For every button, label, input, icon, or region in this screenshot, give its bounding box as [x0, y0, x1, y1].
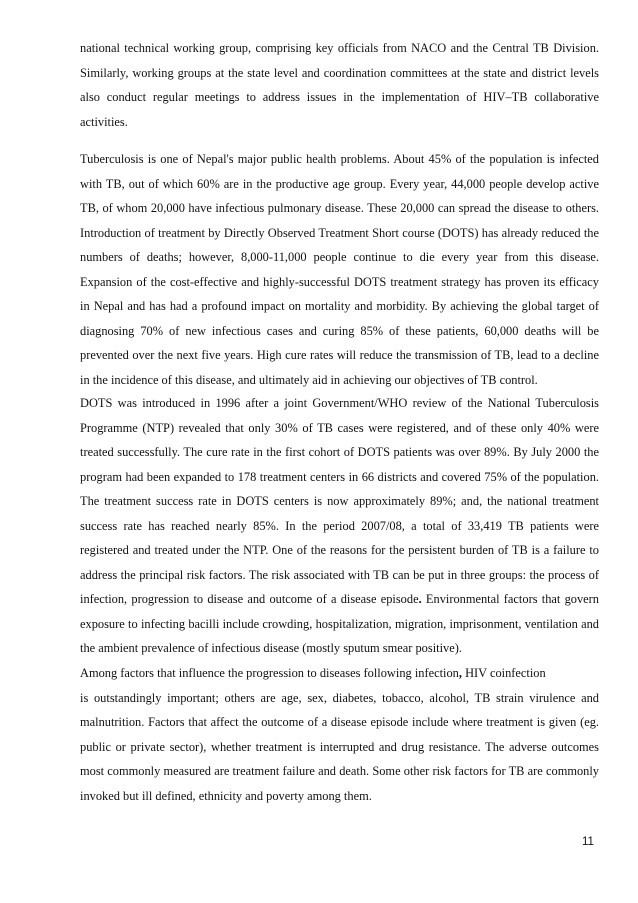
- dots-period: .: [418, 592, 422, 606]
- dots-main-text: DOTS was introduced in 1996 after a joint Government/WHO review of the National Tuberculosis Programme (NTP) revealed that only 30% of TB cases were registered, and of these only 40% were treated successfully. The cure rate in the first cohort of DOTS patients was over 89%. By July 2000 the program had been expanded to 178 treatment centers in 66 districts and covered 75% of the population. The treatment success rate in DOTS centers is now approximately 89%; and, the national treatment success rate has reached nearly 85%. In the period 2007/08, a total of 33,419 TB patients were registered and treated under the NTP. One of the reasons for the persistent burden of TB is a failure to address the principal risk factors. The risk associated with TB can be put in three groups: the process of infection, progression to disease and outcome of a disease episode: [80, 396, 599, 606]
- risk-comma: ,: [458, 666, 462, 680]
- risk-lead-text: Among factors that influence the progression to diseases following infection: [80, 666, 459, 680]
- paragraph-dots-introduction: [80, 391, 599, 661]
- paragraph-risk-factors: [80, 661, 599, 808]
- page-number: 11: [582, 836, 594, 848]
- paragraph-hiv-tb-collaboration: national technical working group, comprising key officials from NACO and the Central TB Division. Similarly, working groups at the state level and coordination committees at the state and district levels also conduct regular meetings to address issues in the implementation of HIV–TB collaborative activities.: [80, 41, 599, 129]
- paragraph-tuberculosis-in-nepal: Tuberculosis is one of Nepal's major public health problems. About 45% of the population is infected with TB, out of which 60% are in the productive age group. Every year, 44,000 people develop active TB, of whom 20,000 have infectious pulmonary disease. These 20,000 can spread the disease to others. Introduction of treatment by Directly Observed Treatment Short course (DOTS) has already reduced the numbers of deaths; however, 8,000-11,000 people continue to die every year from this disease. Expansion of the cost-effective and highly-successful DOTS treatment strategy has proven its efficacy in Nepal and has had a profound impact on mortality and morbidity. By achieving the global target of diagnosing 70% of new infectious cases and curing 85% of these patients, 60,000 deaths will be prevented over the next five years. High cure rates will reduce the transmission of TB, lead to a decline in the incidence of this disease, and ultimately aid in achieving our objectives of TB control.: [80, 152, 599, 387]
- risk-lead-tail: HIV coinfection: [461, 666, 546, 680]
- dots-tail-text: Environmental factors that govern exposure to infecting bacilli include crowding, hospitalization, migration, imprisonment, ventilation and the ambient prevalence of infectious disease (mostly sputum smear positive).: [80, 592, 599, 655]
- risk-rest-text: is outstandingly important; others are age, sex, diabetes, tobacco, alcohol, TB strain virulence and malnutrition. Factors that affect the outcome of a disease episode include where treatment is given (eg. public or private sector), whether treatment is interrupted and drug resistance. The adverse outcomes most commonly measured are treatment failure and death. Some other risk factors for TB are commonly invoked but ill defined, ethnicity and poverty among them.: [80, 690, 599, 803]
